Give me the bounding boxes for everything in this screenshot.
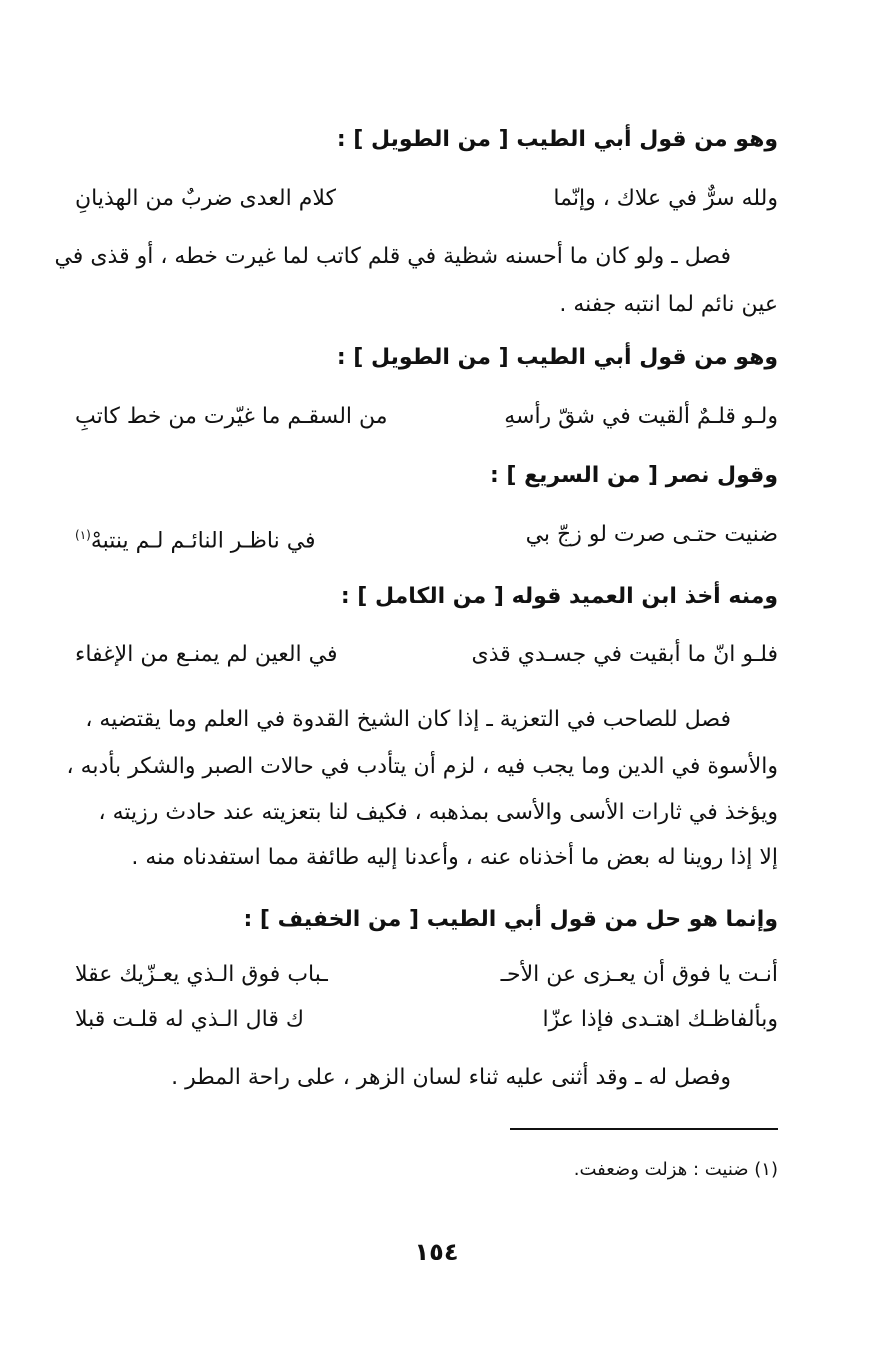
verse-line-2	[75, 402, 778, 432]
page-number: ١٥٤	[414, 1238, 459, 1266]
poem-intro-2: وهو من قول أبي الطيب [ من الطويل ] :	[336, 345, 778, 370]
poem-intro-3: وقول نصر [ من السريع ] :	[489, 463, 778, 488]
prose-line-6: إلا إذا روينا له بعض ما أخذناه عنه ، وأعدنا إليه طائفة مما استفدناه منه .	[131, 845, 778, 870]
verse-line-3	[75, 520, 778, 556]
verse-second-hemistich: ك قال الـذي له قلـت قبلا	[75, 1007, 304, 1032]
verse-second-hemistich	[75, 520, 316, 556]
verse-first-hemistich: ولـو قلـمٌ ألقيت في شقّ رأسهِ	[504, 404, 778, 429]
verse-first-hemistich: وبألفاظـك اهتـدى فإذا عزّا	[542, 1007, 778, 1032]
verse-line-1	[75, 184, 778, 214]
prose-line-7: وفصل له ـ وقد أثنى عليه ثناء لسان الزهر ، على راحة المطر .	[171, 1065, 731, 1090]
verse-second-hemistich: ـباب فوق الـذي يعـزّيك عقلا	[75, 962, 328, 987]
prose-line-4: والأسوة في الدين وما يجب فيه ، لزم أن يتأدب في حالات الصبر والشكر بأدبه ،	[66, 754, 778, 779]
verse-second-hemistich: في العين لم يمنـع من الإغفاء	[75, 642, 338, 667]
verse-second-hemistich-text: في ناظـر النائـم لـم ينتبهْ	[90, 528, 316, 554]
poem-intro-5: وإنما هو حل من قول أبي الطيب [ من الخفيف ] :	[243, 907, 778, 932]
prose-line-5: ويؤخذ في ثارات الأسى والأسى بمذهبه ، فكيف لنا بتعزيته عند حادث رزيته ،	[98, 800, 778, 825]
poem-intro-4: ومنه أخذ ابن العميد قوله [ من الكامل ] :	[340, 584, 778, 609]
verse-line-4	[75, 640, 778, 670]
footnote-marker: (١)	[75, 528, 91, 542]
prose-line-1: فصل ـ ولو كان ما أحسنه شظية في قلم كاتب لما غيرت خطه ، أو قذى في	[54, 244, 731, 269]
footnote: (١) ضنيت : هزلت وضعفت.	[573, 1159, 778, 1180]
verse-first-hemistich: ضنيت حتـى صرت لو زجّ بي	[525, 522, 778, 547]
footnote-divider	[510, 1128, 778, 1130]
verse-first-hemistich: أنـت يا فوق أن يعـزى عن الأحـ	[500, 962, 778, 987]
verse-first-hemistich: فلـو انّ ما أبقيت في جسـدي قذى	[471, 642, 778, 667]
prose-line-3: فصل للصاحب في التعزية ـ إذا كان الشيخ القدوة في العلم وما يقتضيه ،	[85, 707, 731, 732]
verse-second-hemistich: من السقـم ما غيّرت من خط كاتبِ	[75, 404, 388, 429]
verse-first-hemistich: ولله سرٌّ في علاك ، وإنّما	[553, 186, 778, 211]
poem-intro-1: وهو من قول أبي الطيب [ من الطويل ] :	[336, 127, 778, 152]
verse-line-6	[75, 1005, 778, 1035]
prose-line-2: عين نائم لما انتبه جفنه .	[559, 292, 778, 317]
verse-second-hemistich: كلام العدى ضربٌ من الهذيانِ	[75, 186, 336, 211]
verse-line-5	[75, 960, 778, 990]
